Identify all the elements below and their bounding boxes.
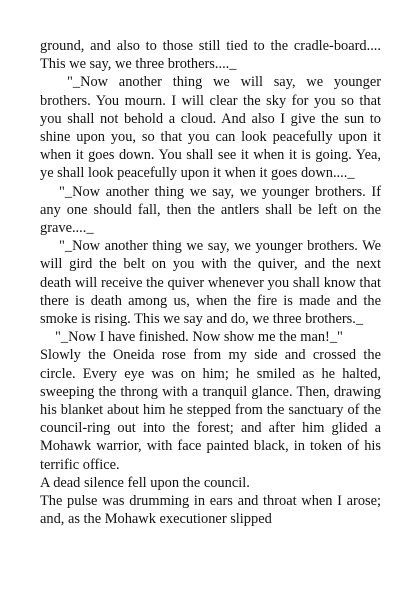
paragraph-antlers: "_Now another thing we say, we younger brothers. If any one should fall, then the antlers shall be left on the grave...._ [40, 183, 381, 237]
paragraph-dead-silence: A dead silence fell upon the council. [40, 474, 250, 491]
paragraph-show-me-the-man: "_Now I have finished. Now show me the man!_" [55, 329, 343, 346]
paragraph-clear-sky: "_Now another thing we will say, we younger brothers. You mourn. I will clear the sky for you so that you shall not behold a cloud. And also I give the sun to shine upon you, so that you can look peacefully upon it when it goes down. You shall see it when it is going. Yea, ye shall look peacefully upon it when it goes down...._ [40, 74, 381, 182]
paragraph-cradle-board: ground, and also to those still tied to the cradle-board.... This we say, we three brothers...._ [40, 38, 381, 73]
paragraph-quiver: "_Now another thing we say, we younger brothers. We will gird the belt on you with the quiver, and the next death will receive the quiver whenever you shall know that there is death among us, when the fire is made and the smoke is rising. This we say and do, we three brothers._ [40, 238, 381, 328]
book-page [40, 37, 381, 528]
paragraph-pulse-drumming: The pulse was drumming in ears and throat when I arose; and, as the Mohawk executioner slipped [40, 493, 381, 528]
paragraph-oneida-rose: Slowly the Oneida rose from my side and crossed the circle. Every eye was on him; he smiled as he halted, sweeping the throng with a tranquil glance. Then, drawing his blanket about him he stepped from the sanctuary of the council-ring out into the forest; and after him glided a Mohawk warrior, with face painted black, in token of his terrific office. [40, 347, 381, 473]
